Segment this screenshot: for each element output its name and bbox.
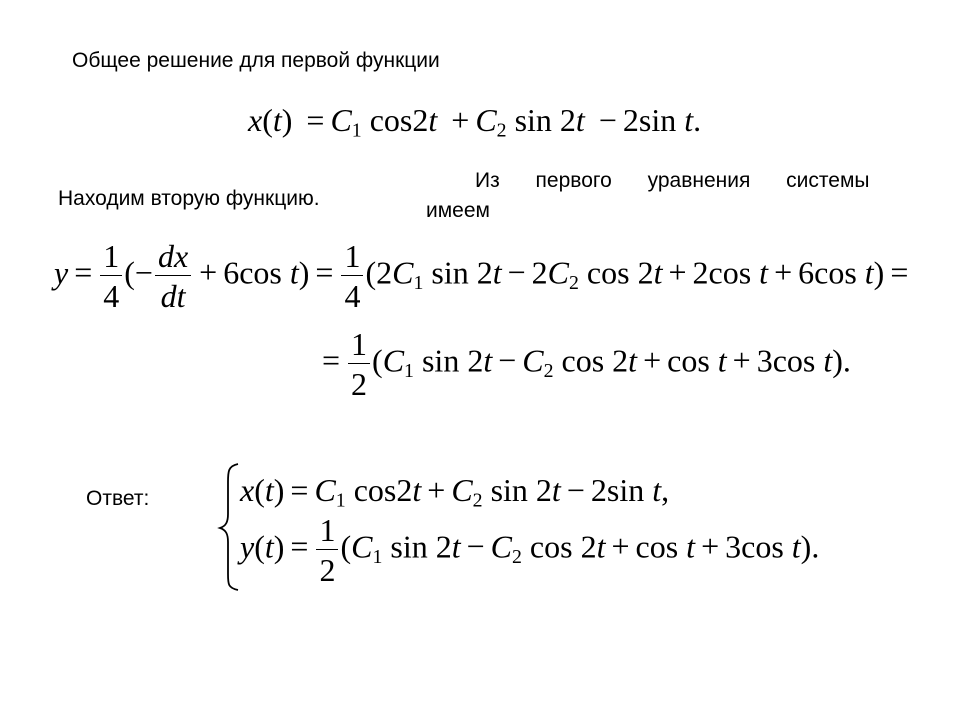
heading-general-solution: Общее решение для первой функции <box>72 49 440 72</box>
sym-plus: + <box>774 254 793 291</box>
fraction-dx-dt <box>155 240 191 312</box>
frac-numerator: 1 <box>344 238 361 274</box>
sym-x: x <box>248 102 263 138</box>
fn-cos: cos <box>369 102 413 138</box>
fn-cos: cos <box>353 472 397 508</box>
fn-cos: cos <box>741 528 784 565</box>
sym-t: t <box>628 342 638 379</box>
sym-plus: + <box>427 472 446 508</box>
sym-t: t <box>492 254 502 291</box>
sym-t: t <box>551 472 561 508</box>
sym-minus: − <box>498 342 517 379</box>
num-3: 3 <box>756 342 773 379</box>
sym-c: C <box>522 342 544 379</box>
sub-2: 2 <box>472 489 483 512</box>
fn-cos: cos <box>667 342 710 379</box>
fn-cos: cos <box>586 254 630 291</box>
fn-cos: cos <box>772 342 816 379</box>
sub-1: 1 <box>413 271 424 294</box>
num-2: 2 <box>396 472 413 508</box>
sym-t: t <box>264 528 274 565</box>
sub-2: 2 <box>496 119 507 142</box>
sym-eq: = <box>290 472 309 508</box>
sym-c: C <box>392 254 414 291</box>
frac-denominator: 2 <box>348 363 370 400</box>
sym-minus: − <box>598 102 617 138</box>
sym-y: y <box>54 254 69 291</box>
sym-c: C <box>314 472 336 508</box>
sym-eq: = <box>890 254 909 291</box>
heading-find-second: Находим вторую функцию. <box>58 187 320 210</box>
frac-denominator: 2 <box>316 549 338 586</box>
num-2: 2 <box>467 342 484 379</box>
sym-plus: + <box>199 254 218 291</box>
formula-x-general: $x(t) = C_1$ $\cos 2t + C_2$ sin 2t − 2sin t. <box>248 102 702 142</box>
num-3: 3 <box>725 528 742 565</box>
frac-numerator: 1 <box>103 238 120 274</box>
num-2: 2 <box>559 102 576 138</box>
fn-sin: sin <box>431 254 469 291</box>
sym-close-period: ). <box>800 528 820 565</box>
num-2: 2 <box>412 102 429 138</box>
fn-cos: cos <box>529 528 573 565</box>
sym-eq: = <box>322 342 341 379</box>
sym-plus: + <box>701 528 720 565</box>
sym-t: t <box>717 342 727 379</box>
sym-eq: = <box>306 102 325 138</box>
sym-minus: − <box>466 528 485 565</box>
num-6: 6 <box>798 254 815 291</box>
sym-t: t <box>428 102 438 138</box>
sym-period: . <box>693 102 702 138</box>
formula-y-line1: y = $\frac{1}{4}$ (− $\frac{dx}{dt}$ + 6cos t) = $\frac{1}{4}$ ($2C_1$ $\sin 2t - 2C_2$ cos 2t + 2cos t + 6cos t) = <box>54 238 909 314</box>
sub-1: 1 <box>351 119 362 142</box>
sym-t: t <box>686 528 696 565</box>
sym-x: x <box>240 472 255 508</box>
sym-t: t <box>596 528 606 565</box>
num-2: 2 <box>692 254 709 291</box>
sub-2: 2 <box>569 271 579 294</box>
fn-cos: cos <box>239 254 282 291</box>
frac-numerator: 1 <box>351 326 368 362</box>
fn-sin: sin <box>490 472 528 508</box>
fn-cos: cos <box>561 342 605 379</box>
sym-c: C <box>475 102 497 138</box>
sym-minus: − <box>507 254 526 291</box>
num-2: 2 <box>535 472 552 508</box>
sym-c: C <box>351 528 373 565</box>
sym-t: t <box>652 472 662 508</box>
fn-sin: sin <box>638 102 677 138</box>
frac-numerator: 1 <box>319 512 336 548</box>
fn-sin: sin <box>390 528 428 565</box>
frac-denominator: 4 <box>341 275 363 312</box>
sym-plus: + <box>451 102 470 138</box>
sym-c: C <box>547 254 569 291</box>
sym-t: t <box>759 254 769 291</box>
num-2: 2 <box>435 528 452 565</box>
sym-eq: = <box>290 528 309 565</box>
sym-plus: + <box>732 342 751 379</box>
sym-c: C <box>330 102 352 138</box>
frac-denominator: 4 <box>100 275 122 312</box>
sym-c: C <box>490 528 512 565</box>
num-2: 2 <box>476 254 493 291</box>
sym-c: C <box>451 472 473 508</box>
answer-formula-x: $x(t) = C_1$ $\cos 2t + C_2$ sin 2t − 2sin t, <box>240 472 670 512</box>
num-2: 2 <box>637 254 654 291</box>
fraction-1-2 <box>348 328 370 400</box>
sym-y: y <box>240 528 255 565</box>
sub-2: 2 <box>543 359 554 382</box>
fn-cos: cos <box>814 254 857 291</box>
num-2: 2 <box>612 342 629 379</box>
num-6: 6 <box>223 254 240 291</box>
note-line-1: Из первого уравнения системы <box>475 169 870 192</box>
sym-c: C <box>382 342 405 379</box>
sym-t: t <box>289 254 299 291</box>
sym-minus: − <box>134 254 153 291</box>
num-2: 2 <box>531 254 548 291</box>
answer-label: Ответ: <box>86 487 150 510</box>
sym-t: t <box>864 254 874 291</box>
frac-denominator: dt <box>155 275 191 312</box>
sym-comma: , <box>661 472 670 508</box>
sym-close-period: ). <box>832 342 851 379</box>
num-2: 2 <box>580 528 597 565</box>
sub-1: 1 <box>372 545 383 568</box>
sym-t: t <box>791 528 801 565</box>
fn-sin: sin <box>514 102 552 138</box>
sub-1: 1 <box>335 489 346 512</box>
sym-minus: − <box>566 472 585 508</box>
sub-2: 2 <box>512 545 522 568</box>
sub-1: 1 <box>404 359 414 382</box>
sym-t: t <box>272 102 282 138</box>
sym-t: t <box>451 528 461 565</box>
sym-t: t <box>823 342 833 379</box>
note-line-2: имеем <box>426 199 490 222</box>
sym-eq: = <box>315 254 334 291</box>
sym-t: t <box>684 102 694 138</box>
frac-numerator: dx <box>157 238 189 274</box>
sym-t: t <box>264 472 274 508</box>
num-2: 2 <box>376 254 393 291</box>
fraction-1-2 <box>316 514 338 586</box>
fraction-1-4 <box>100 240 122 312</box>
num-2: 2 <box>590 472 607 508</box>
sym-t: t <box>653 254 663 291</box>
sym-plus: + <box>611 528 630 565</box>
answer-formula-y: y(t) = $\frac{1}{2}$ ($C_1$ $\sin 2t - C_2$ cos 2t + cos t + 3cos t). <box>240 512 820 588</box>
fraction-1-4 <box>341 240 363 312</box>
fn-cos: cos <box>635 528 679 565</box>
fn-sin: sin <box>606 472 645 508</box>
sym-t: t <box>412 472 422 508</box>
fn-sin: sin <box>421 342 460 379</box>
sym-t: t <box>483 342 493 379</box>
sym-eq: = <box>74 254 93 291</box>
formula-y-line2: = $\frac{1}{2}$ ($C_1$ $\sin 2t - C_2$ cos 2t + cos t + 3cos t). <box>322 326 851 402</box>
num-2: 2 <box>622 102 639 138</box>
sym-plus: + <box>668 254 687 291</box>
sym-plus: + <box>643 342 662 379</box>
fn-cos: cos <box>708 254 752 291</box>
sym-t: t <box>575 102 585 138</box>
